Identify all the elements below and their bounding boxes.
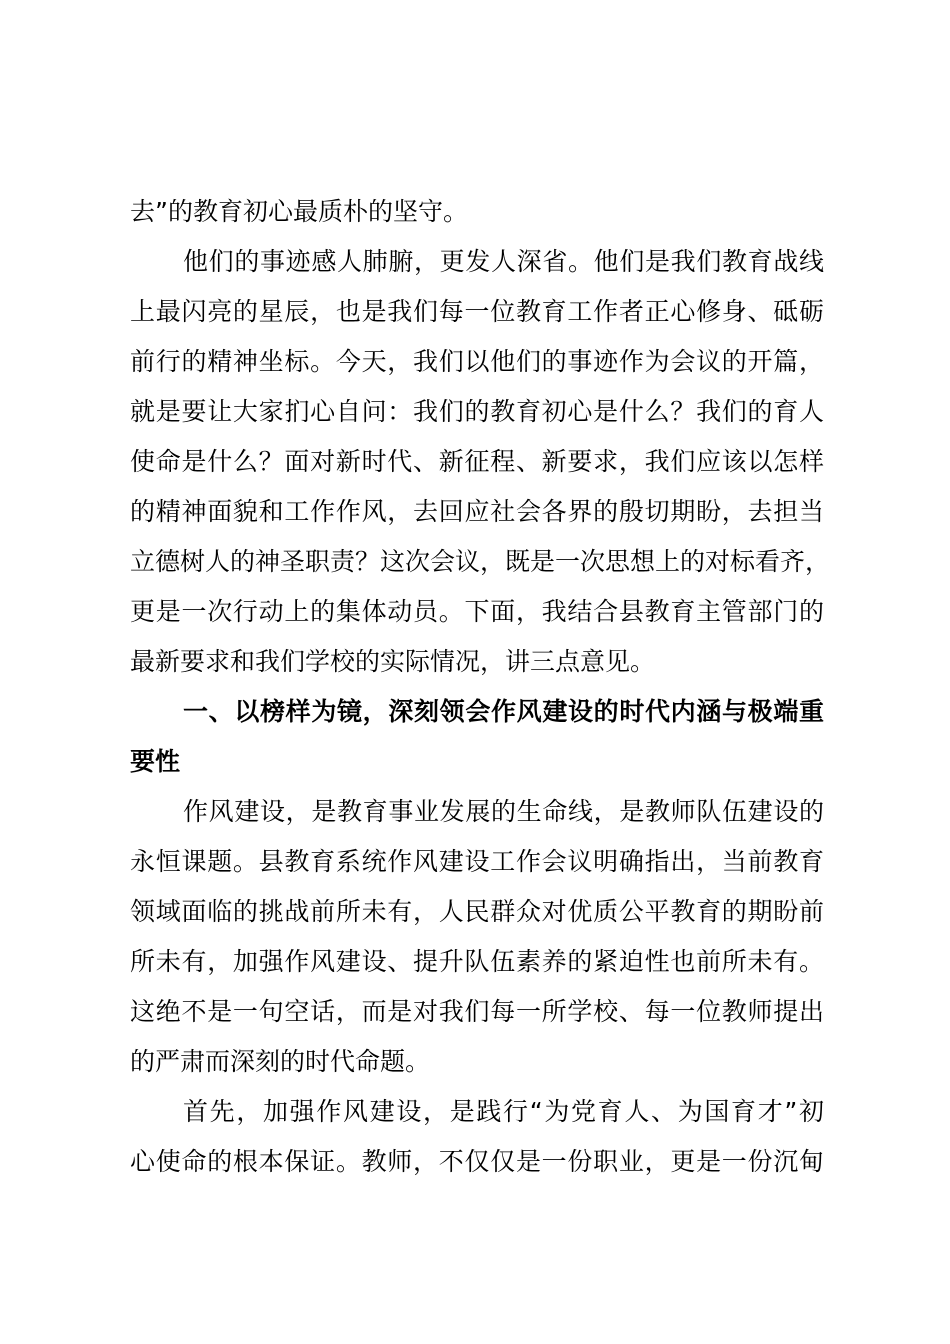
text-line: 更是一次行动上的集体动员。下面，我结合县教育主管部门的 bbox=[130, 597, 824, 626]
paragraph bbox=[130, 787, 824, 1087]
text-line: 前行的精神坐标。今天，我们以他们的事迹作为会议的开篇， bbox=[130, 347, 824, 376]
text-line: 一、以榜样为镜，深刻领会作风建设的时代内涵与极端重 bbox=[183, 697, 824, 726]
text-line: 去”的教育初心最质朴的坚守。 bbox=[130, 197, 468, 226]
text-line: 永恒课题。县教育系统作风建设工作会议明确指出，当前教育 bbox=[130, 847, 824, 876]
text-line: 立德树人的神圣职责？这次会议，既是一次思想上的对标看齐， bbox=[130, 547, 831, 576]
text-line: 作风建设，是教育事业发展的生命线，是教师队伍建设的 bbox=[183, 797, 824, 826]
text-line: 要性 bbox=[130, 747, 181, 776]
text-line: 使命是什么？面对新时代、新征程、新要求，我们应该以怎样 bbox=[130, 447, 824, 476]
text-line: 上最闪亮的星辰，也是我们每一位教育工作者正心修身、砥砺 bbox=[130, 297, 824, 326]
text-line: 领域面临的挑战前所未有，人民群众对优质公平教育的期盼前 bbox=[130, 897, 824, 926]
paragraph bbox=[130, 187, 824, 237]
paragraph bbox=[130, 1087, 824, 1187]
text-line: 的精神面貌和工作作风，去回应社会各界的殷切期盼，去担当 bbox=[130, 497, 824, 526]
paragraph bbox=[130, 237, 831, 687]
text-line: 心使命的根本保证。教师，不仅仅是一份职业，更是一份沉甸 bbox=[130, 1147, 824, 1176]
document-page bbox=[130, 187, 831, 1187]
text-line: 的严肃而深刻的时代命题。 bbox=[130, 1047, 431, 1076]
text-line: 就是要让大家扪心自问：我们的教育初心是什么？我们的育人 bbox=[130, 397, 824, 426]
text-line: 最新要求和我们学校的实际情况，讲三点意见。 bbox=[130, 647, 656, 676]
section-heading bbox=[130, 687, 824, 787]
text-line: 这绝不是一句空话，而是对我们每一所学校、每一位教师提出 bbox=[130, 997, 824, 1026]
text-line: 他们的事迹感人肺腑，更发人深省。他们是我们教育战线 bbox=[183, 247, 824, 276]
text-line: 所未有，加强作风建设、提升队伍素养的紧迫性也前所未有。 bbox=[130, 947, 824, 976]
text-line: 首先，加强作风建设，是践行“为党育人、为国育才”初 bbox=[183, 1097, 824, 1126]
